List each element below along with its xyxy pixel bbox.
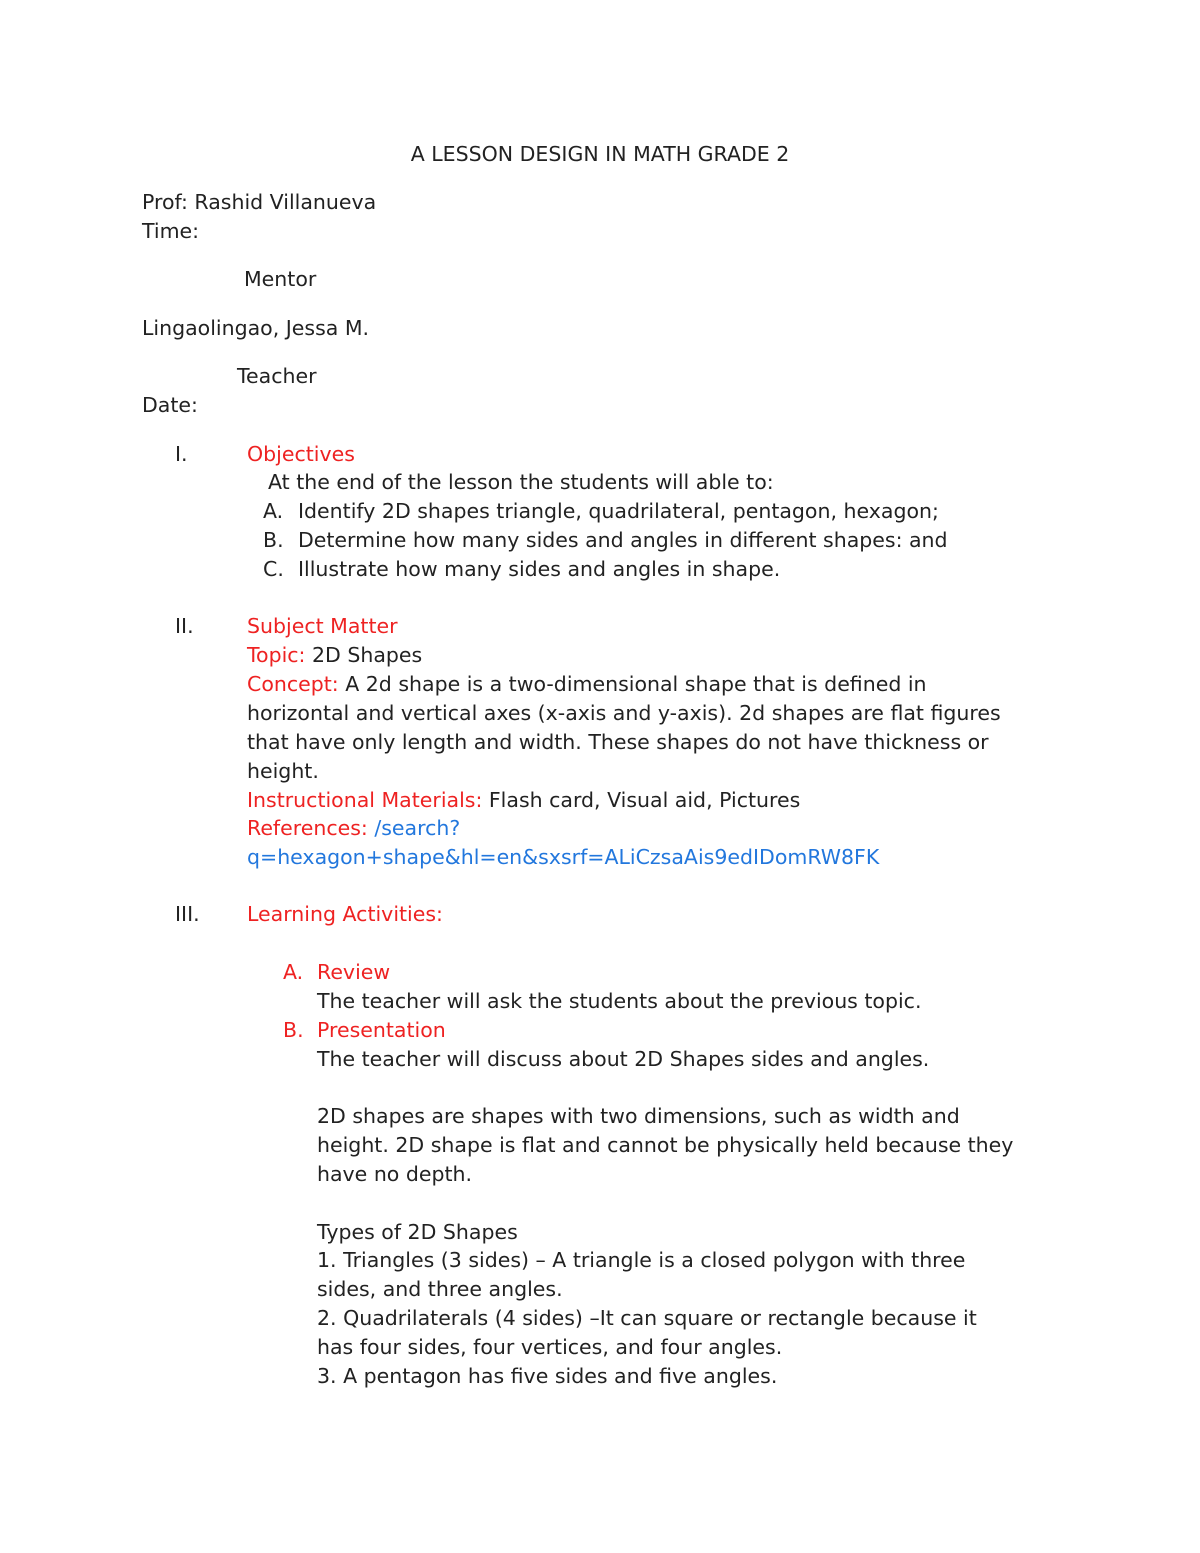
objectives-heading: Objectives [247,442,355,466]
materials-value: Flash card, Visual aid, Pictures [482,788,801,812]
review-letter: A. [283,960,304,984]
section-numeral-subject-matter: II. [175,614,194,638]
objective-letter: B. [263,528,284,552]
section-numeral-objectives: I. [175,442,188,466]
concept-label: Concept: [247,672,339,696]
presentation-paragraph: 2D shapes are shapes with two dimensions, such as width and [317,1104,960,1128]
mentor-label: Mentor [244,267,317,291]
shape-type-item: 3. A pentagon has five sides and five angles. [317,1364,778,1388]
presentation-heading: Presentation [317,1018,446,1042]
references-link[interactable]: /search? [367,816,461,840]
objective-letter: A. [263,499,284,523]
teacher-label: Teacher [237,364,317,388]
document-title: A LESSON DESIGN IN MATH GRADE 2 [410,142,790,166]
section-numeral-learning-activities: III. [175,902,200,926]
prof-line: Prof: Rashid Villanueva [142,190,377,214]
topic-line [247,641,422,670]
shape-type-item: sides, and three angles. [317,1277,563,1301]
objective-item: Illustrate how many sides and angles in shape. [298,557,781,581]
learning-activities-heading: Learning Activities: [247,902,443,926]
concept-line [247,670,927,699]
concept-text: A 2d shape is a two-dimensional shape that is defined in [338,672,927,696]
references-link[interactable]: q=hexagon+shape&hl=en&sxsrf=ALiCzsaAis9edIDomRW8FK [247,845,880,869]
presentation-paragraph: have no depth. [317,1162,473,1186]
references-label: References: [247,816,368,840]
shape-type-item: has four sides, four vertices, and four angles. [317,1335,783,1359]
presentation-text: The teacher will discuss about 2D Shapes sides and angles. [317,1047,930,1071]
materials-label: Instructional Materials: [247,788,483,812]
topic-value: 2D Shapes [305,643,423,667]
concept-text: height. [247,759,319,783]
review-text: The teacher will ask the students about the previous topic. [317,989,922,1013]
review-heading: Review [317,960,391,984]
shape-type-item: 1. Triangles (3 sides) – A triangle is a closed polygon with three [317,1248,966,1272]
presentation-paragraph: height. 2D shape is flat and cannot be physically held because they [317,1133,1014,1157]
types-heading: Types of 2D Shapes [317,1220,518,1244]
objective-item: Determine how many sides and angles in different shapes: and [298,528,948,552]
presentation-letter: B. [283,1018,304,1042]
subject-matter-heading: Subject Matter [247,614,398,638]
topic-label: Topic: [247,643,306,667]
objective-item: Identify 2D shapes triangle, quadrilateral, pentagon, hexagon; [298,499,939,523]
materials-line [247,786,800,815]
objectives-intro: At the end of the lesson the students will able to: [268,470,774,494]
date-label: Date: [142,393,198,417]
time-label: Time: [142,219,200,243]
objective-letter: C. [263,557,284,581]
teacher-name: Lingaolingao, Jessa M. [142,316,370,340]
references-line [247,814,460,843]
shape-type-item: 2. Quadrilaterals (4 sides) –It can square or rectangle because it [317,1306,977,1330]
concept-text: that have only length and width. These shapes do not have thickness or [247,730,989,754]
concept-text: horizontal and vertical axes (x-axis and y-axis). 2d shapes are flat figures [247,701,1001,725]
